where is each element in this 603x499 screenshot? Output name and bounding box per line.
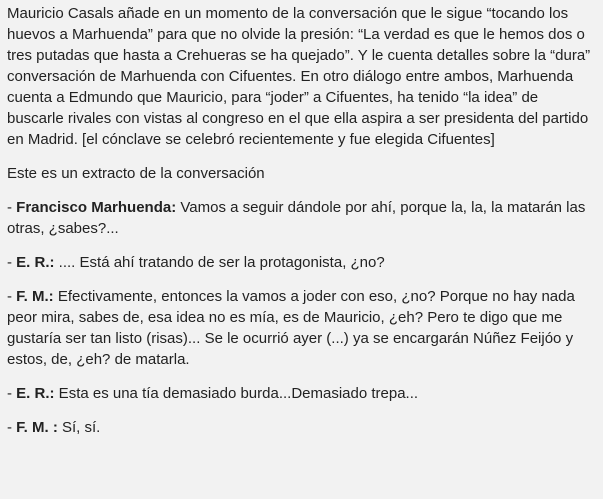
dialogue-text: Vamos a seguir dándole por ahí, porque la, la, la matarán las otras, ¿sabes?... — [7, 199, 586, 237]
dialogue-text: Sí, sí. — [57, 419, 101, 436]
dialogue-line-5 — [7, 417, 597, 438]
speaker-name: F. M.: — [16, 288, 54, 305]
dialogue-line-3 — [7, 286, 597, 370]
dialogue-dash: - — [7, 419, 17, 436]
dialogue-dash: - — [7, 199, 17, 216]
dialogue-dash: - — [7, 254, 17, 271]
dialogue-text: .... Está ahí tratando de ser la protagonista, ¿no? — [54, 254, 385, 271]
intro-paragraph: Mauricio Casals añade en un momento de la conversación que le sigue “tocando los huevos a Marhuenda” para que no olvide la presión: “La verdad es que le hemos dos o tres putadas que hasta a Crehueras se ha quejado”. Y le cuenta detalles sobre la “dura” conversación de Marhuenda con Cifuentes. En otro diálogo entre ambos, Marhuenda cuenta a Edmundo que Mauricio, para “joder” a Cifuentes, ha tenido “la idea” de buscarle rivales con vistas al congreso en el que ella aspira a ser presidenta del partido en Madrid. [el cónclave se celebró recientemente y fue elegida Cifuentes] — [7, 5, 591, 148]
dialogue-text: Efectivamente, entonces la vamos a joder con eso, ¿no? Porque no hay nada peor mira, sabes de, esa idea no es mía, es de Mauricio, ¿eh? Pero te digo que me gustaría ser tan listo (risas)... Se le ocurrió ayer (...) ya se encargarán Núñez Feijóo y estos, de, ¿eh? de matarla. — [7, 288, 575, 368]
extract-heading: Este es un extracto de la conversación — [7, 165, 265, 182]
speaker-name: Francisco Marhuenda: — [16, 199, 177, 216]
speaker-name: E. R.: — [16, 385, 55, 402]
dialogue-text: Esta es una tía demasiado burda...Demasiado trepa... — [54, 385, 419, 402]
dialogue-line-1 — [7, 197, 597, 239]
dialogue-line-2 — [7, 252, 597, 273]
dialogue-dash: - — [7, 288, 17, 305]
speaker-name: F. M. : — [16, 419, 58, 436]
dialogue-line-4 — [7, 383, 597, 404]
dialogue-dash: - — [7, 385, 17, 402]
speaker-name: E. R.: — [16, 254, 55, 271]
